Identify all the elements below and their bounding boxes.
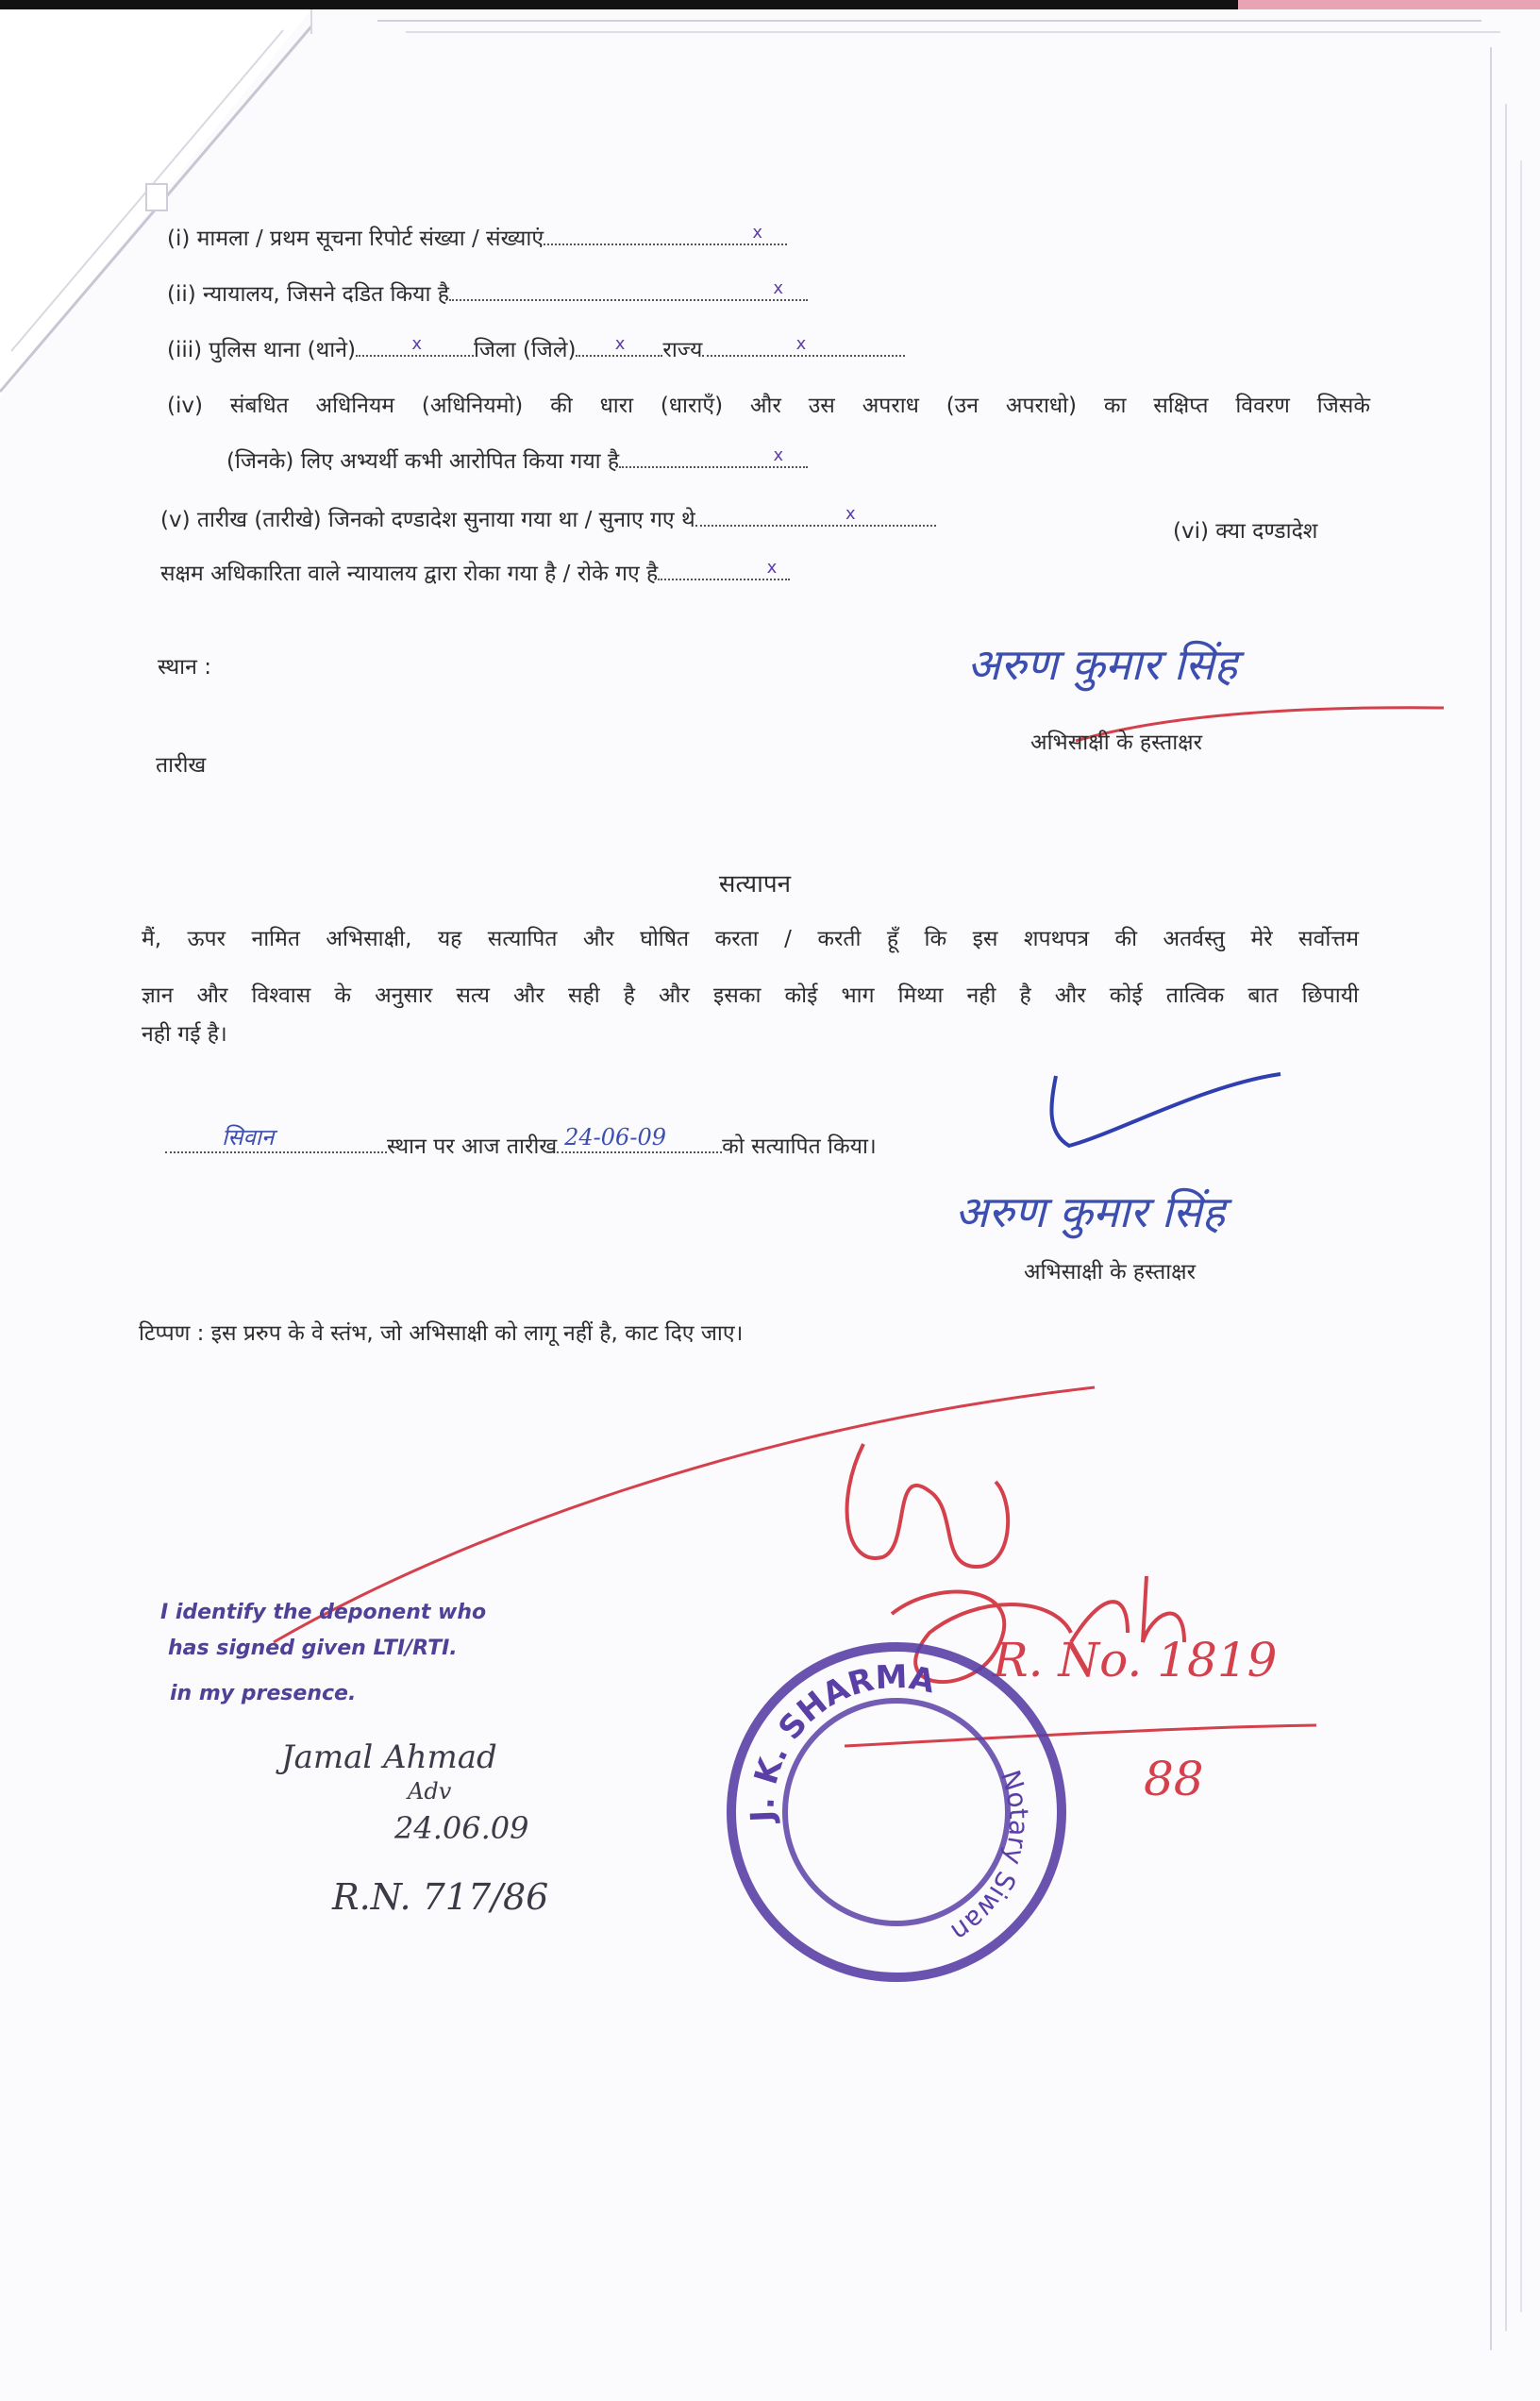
item-case-number: (i) मामला / प्रथम सूचना रिपोर्ट संख्या / संख्याएं x: [167, 225, 787, 253]
signature-caption-1: अभिसाक्षी के हस्ताक्षर: [1030, 730, 1203, 755]
page-stack-top-edge: [377, 9, 1510, 38]
deponent-signature-1: अरुण कुमार सिंह: [967, 639, 1238, 690]
page-stack-edges: [1472, 47, 1540, 2350]
identify-stamp-line3: in my presence.: [170, 1682, 357, 1705]
verification-place-date: सिवान स्थान पर आज तारीख 24-06-09 को सत्यापित किया।: [165, 1133, 877, 1161]
place-label: स्थान :: [158, 655, 211, 680]
identifier-date: 24.06.09: [394, 1810, 529, 1846]
item-police-station: (iii) पुलिस थाना (थाने) x जिला (जिले) x राज्य x: [167, 336, 905, 364]
note-text: टिप्पण : इस प्ररुप के वे स्तंभ, जो अभिसाक्षी को लागू नहीं है, काट दिए जाए।: [139, 1321, 744, 1346]
red-registration-number: R. No. 1819: [993, 1633, 1278, 1687]
signature-caption-2: अभिसाक्षी के हस्ताक्षर: [1024, 1260, 1197, 1284]
verification-heading: सत्यापन: [718, 870, 792, 898]
item-sentence-stayed-line2: सक्षम अधिकारिता वाले न्यायालय द्वारा रोका गया है / रोके गए है x: [160, 560, 790, 588]
identifier-reg-no: R.N. 717/86: [332, 1876, 549, 1918]
scanner-top-edge-pink: [1238, 0, 1540, 9]
notary-seal: [717, 1633, 1076, 1991]
verification-line2: ज्ञान और विश्वास के अनुसार सत्य और सही है और इसका कोई भाग मिथ्या नही है और कोई तात्विक बात छिपायी: [142, 983, 1359, 1008]
item-sentence-stayed: (vi) क्या दण्डादेश: [1173, 519, 1318, 544]
item-sentence-date: (v) तारीख (तारीखे) जिनको दण्डादेश सुनाया गया था / सुनाए गए थे x: [160, 506, 936, 534]
date-label: तारीख: [156, 753, 207, 778]
identify-stamp-line2: has signed given LTI/RTI.: [168, 1637, 458, 1660]
identifier-signature: Jamal Ahmad: [281, 1738, 497, 1776]
item-act-section-line1: (iv) संबधित अधिनियम (अधिनियमो) की धारा (धाराएँ) और उस अपराध (उन अपराधो) का सक्षिप्त विवरण जिसके: [167, 394, 1370, 418]
item-court: (ii) न्यायालय, जिसने दडित किया है x: [167, 280, 808, 309]
item-act-section-line2: (जिनके) लिए अभ्यर्थी कभी आरोपित किया गया है x: [226, 447, 808, 476]
verification-check-stroke: [1043, 1066, 1288, 1161]
deponent-signature-2: अरुण कुमार सिंह: [955, 1186, 1226, 1237]
verification-line1: मैं, ऊपर नामित अभिसाक्षी, यह सत्यापित और घोषित करता / करती हूँ कि इस शपथपत्र की अतर्वस्तु मेरे सर्वोत्तम: [142, 927, 1359, 951]
identifier-title: Adv: [408, 1778, 452, 1805]
seal-place: Notary Siwan: [945, 1766, 1035, 1948]
verification-line3: नही गई है।: [142, 1022, 227, 1047]
seal-name: J. K. SHARMA: [744, 1657, 938, 1823]
identify-stamp-line1: I identify the deponent who: [160, 1601, 487, 1624]
red-extra-number: 88: [1144, 1752, 1204, 1806]
